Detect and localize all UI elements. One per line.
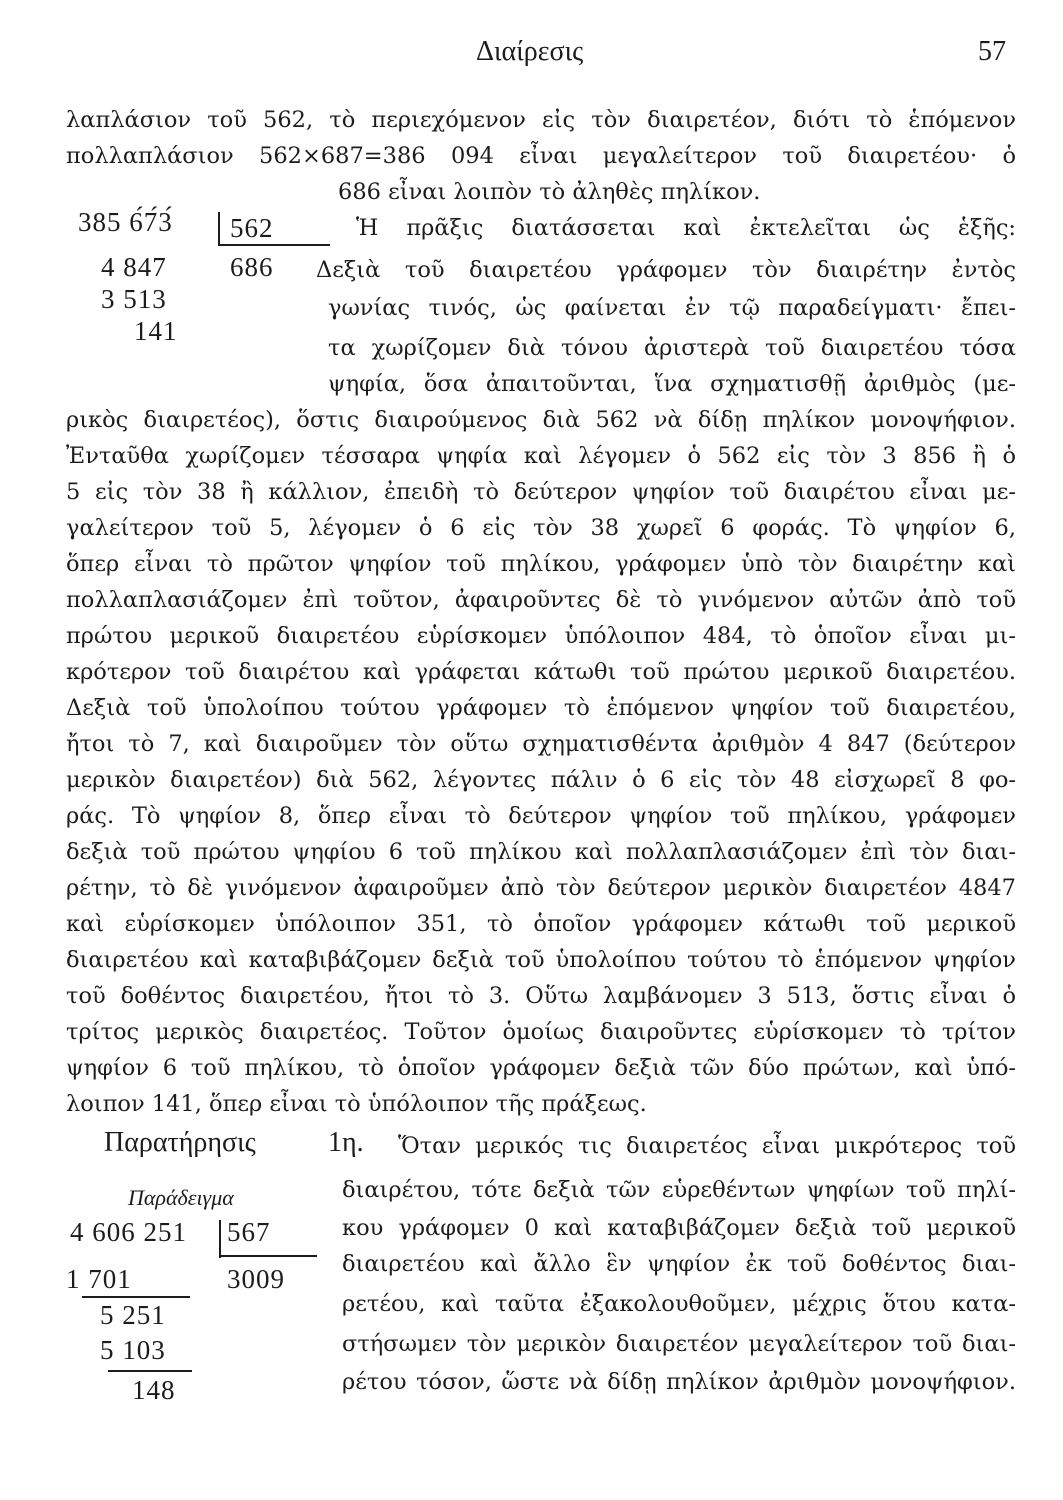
text-line: μερικὸν διαιρετέον) διὰ 562, λέγοντες πάλιν ὁ 6 εἰς τὸν 48 εἰσχωρεῖ 8 φο- <box>66 767 1016 793</box>
quotient: 686 <box>230 252 274 282</box>
text-line: γωνίας τινός, ὡς φαίνεται ἐν τῷ παραδείγματι· ἔπει- <box>328 295 1016 321</box>
text-line: Δεξιὰ τοῦ διαιρετέου γράφομεν τὸν διαιρέτην ἐντὸς <box>316 257 1016 283</box>
text-line: κου γράφομεν 0 καὶ καταβιβάζομεν δεξιὰ τοῦ μερικοῦ <box>342 1215 1016 1241</box>
remainder: 141 <box>134 316 178 346</box>
text-line: 5 εἰς τὸν 38 ἢ κάλλιον, ἐπειδὴ τὸ δεύτερον ψηφίον τοῦ διαιρέτου εἶναι με- <box>66 479 1016 505</box>
remainder: 148 <box>132 1375 176 1405</box>
text-line: Δεξιὰ τοῦ ὑπολοίπου τούτου γράφομεν τὸ ἑπόμενον ψηφίον τοῦ διαιρετέου, <box>66 695 1016 721</box>
text-line: διαιρέτου, τότε δεξιὰ τῶν εὑρεθέντων ψηφίων τοῦ πηλί- <box>342 1177 1016 1203</box>
text-line: ρετέου, καὶ ταῦτα ἐξακολουθοῦμεν, μέχρις ὅτου κατα- <box>342 1291 1016 1317</box>
text-line: λοιπον 141, ὅπερ εἶναι τὸ ὑπόλοιπον τῆς πράξεως. <box>66 1091 647 1117</box>
page-title: Διαίρεσις <box>476 36 584 67</box>
text-line: ἤτοι τὸ 7, καὶ διαιροῦμεν τὸν οὕτω σχηματισθέντα ἀριθμὸν 4 847 (δεύτερον <box>66 731 1016 757</box>
text-line: ρέτου τόσον, ὥστε νὰ δίδῃ πηλίκον ἀριθμὸν μονοψήφιον. <box>342 1369 1016 1395</box>
text-line: Ἡ πρᾶξις διατάσσεται καὶ ἐκτελεῖται ὡς ἑξῆς: <box>356 215 1016 241</box>
observation-title: Παρατήρησις <box>104 1127 256 1158</box>
text-line: ράς. Τὸ ψηφίον 8, ὅπερ εἶναι τὸ δεύτερον ψηφίον τοῦ πηλίκου, γράφομεν <box>66 803 1016 829</box>
text-line: πρώτου μερικοῦ διαιρετέου εὑρίσκομεν ὑπόλοιπον 484, τὸ ὁποῖον εἶναι μι- <box>66 623 1016 649</box>
observation-number: 1η. <box>328 1127 364 1158</box>
remainder: 5 251 <box>100 1300 166 1330</box>
remainder: 3 513 <box>101 284 167 314</box>
text-line: Ὅταν μερικός τις διαιρετέος εἶναι μικρότερος τοῦ <box>398 1133 1016 1159</box>
text-line: ὅπερ εἶναι τὸ πρῶτον ψηφίον τοῦ πηλίκου, γράφομεν ὑπὸ τὸν διαιρέτην καὶ <box>66 551 1016 577</box>
page-number: 57 <box>978 36 1006 67</box>
remainder: 4 847 <box>101 252 167 282</box>
text-line: Ἐνταῦθα χωρίζομεν τέσσαρα ψηφία καὶ λέγομεν ὁ 562 εἰς τὸν 3 856 ἢ ὁ <box>66 443 1016 469</box>
divisor: 567 <box>227 1217 271 1247</box>
example-label: Παράδειγμα <box>128 1185 234 1210</box>
subtraction-line <box>82 1296 190 1298</box>
dividend: 4 606 251 <box>70 1217 187 1247</box>
text-line: ψηφίον 6 τοῦ πηλίκου, τὸ ὁποῖον γράφομεν δεξιὰ τῶν δύο πρώτων, καὶ ὑπό- <box>66 1055 1016 1081</box>
text-line: διαιρετέου καὶ καταβιβάζομεν δεξιὰ τοῦ ὑπολοίπου τούτου τὸ ἑπόμενον ψηφίον <box>66 947 1016 973</box>
text-line: ρέτην, τὸ δὲ γινόμενον ἀφαιροῦμεν ἀπὸ τὸν δεύτερον μερικὸν διαιρετέον 4847 <box>66 875 1016 901</box>
text-line: δεξιὰ τοῦ πρώτου ψηφίου 6 τοῦ πηλίκου καὶ πολλαπλασιάζομεν ἐπὶ τὸν διαι- <box>66 839 1016 865</box>
text-line: ρικὸς διαιρετέος), ὅστις διαιρούμενος διὰ 562 νὰ δίδῃ πηλίκον μονοψήφιον. <box>66 407 1016 433</box>
text-line: ψηφία, ὅσα ἀπαιτοῦνται, ἵνα σχηματισθῇ ἀριθμὸς (με- <box>328 371 1016 397</box>
text-line: διαιρετέου καὶ ἄλλο ἓν ψηφίον ἐκ τοῦ δοθέντος διαι- <box>342 1251 1016 1277</box>
text-line: πολλαπλάσιον 562×687=386 094 εἶναι μεγαλείτερον τοῦ διαιρετέου· ὁ <box>66 143 1016 169</box>
subtraction-line <box>108 1370 192 1372</box>
text-line: τα χωρίζομεν διὰ τόνου ἀριστερὰ τοῦ διαιρετέου τόσα <box>328 335 1016 361</box>
text-line: καὶ εὑρίσκομεν ὑπόλοιπον 351, τὸ ὁποῖον γράφομεν κάτωθι τοῦ μερικοῦ <box>66 911 1016 937</box>
division-bar-vertical <box>218 212 220 246</box>
text-line: κρότερον τοῦ διαιρέτου καὶ γράφεται κάτωθι τοῦ πρώτου μερικοῦ διαιρετέου. <box>66 659 1016 685</box>
divisor: 562 <box>230 213 274 243</box>
text-line: στήσωμεν τὸν μερικὸν διαιρετέον μεγαλείτερον τοῦ διαι- <box>342 1331 1016 1357</box>
division-bar-vertical <box>219 1220 221 1258</box>
division-bar-horizontal <box>218 244 330 246</box>
text-line: πολλαπλασιάζομεν ἐπὶ τοῦτον, ἀφαιροῦντες δὲ τὸ γινόμενον αὐτῶν ἀπὸ τοῦ <box>66 587 1016 613</box>
division-bar-horizontal <box>219 1255 317 1257</box>
text-line: γαλείτερον τοῦ 5, λέγομεν ὁ 6 εἰς τὸν 38 χωρεῖ 6 φοράς. Τὸ ψηφίον 6, <box>66 515 1016 541</box>
remainder: 1 701 <box>66 1264 132 1294</box>
remainder: 5 103 <box>100 1335 166 1365</box>
quotient: 3009 <box>227 1264 285 1294</box>
text-line: τρίτος μερικὸς διαιρετέος. Τοῦτον ὁμοίως διαιροῦντες εὑρίσκομεν τὸ τρίτον <box>66 1019 1016 1045</box>
text-line: λαπλάσιον τοῦ 562, τὸ περιεχόμενον εἰς τὸν διαιρετέον, διότι τὸ ἑπόμενον <box>66 107 1016 133</box>
dividend: 385 6́7́3́ <box>78 207 173 237</box>
text-line: 686 εἶναι λοιπὸν τὸ ἀληθὲς πηλίκον. <box>338 179 761 205</box>
text-line: τοῦ δοθέντος διαιρετέου, ἤτοι τὸ 3. Οὕτω λαμβάνομεν 3 513, ὅστις εἶναι ὁ <box>66 983 1016 1009</box>
